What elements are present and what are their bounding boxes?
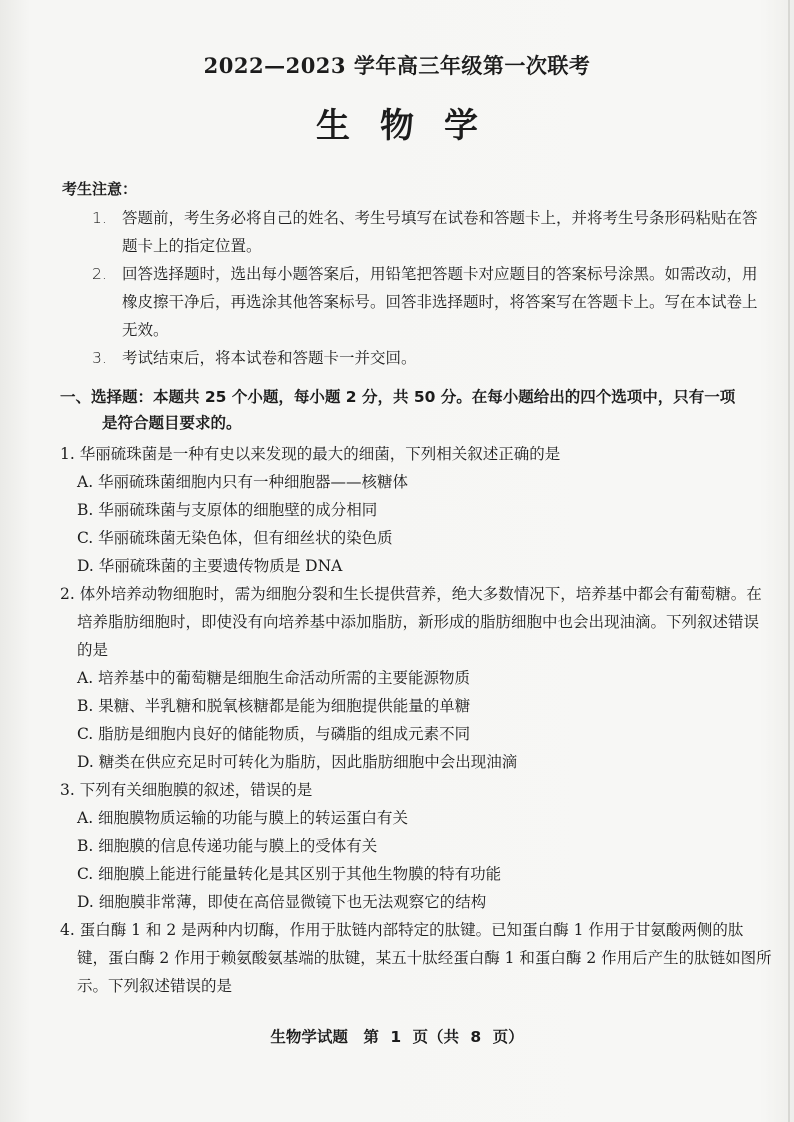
question-stem: 4. 蛋白酶 1 和 2 是两种内切酶，作用于肽链内部特定的肽键。已知蛋白酶 1 作用于甘氨酸两侧的肽键，蛋白酶 2 作用于赖氨酸氨基端的肽键，某五十肽经蛋白酶 1 和蛋白酶 2 作用后产生的肽链如图所示。下列叙述错误的是 [60,921,772,995]
notice-item-text: 答题前，考生务必将自己的姓名、考生号填写在试卷和答题卡上，并将考生号条形码粘贴在答题卡上的指定位置。 [122,209,758,255]
notice-title: 考生注意： [62,180,138,198]
question-option: C. 脂肪是细胞内良好的储能物质，与磷脂的组成元素不同 [77,725,471,743]
page-footer: 生物学试题 第 1 页（共 8 页） [270,1028,524,1046]
notice-item-text: 考试结束后，将本试卷和答题卡一并交回。 [122,349,417,367]
question-1 [60,440,772,580]
question-option: A. 培养基中的葡萄糖是细胞生命活动所需的主要能源物质 [77,669,471,687]
question-option: B. 华丽硫珠菌与支原体的细胞壁的成分相同 [77,501,378,519]
question-option: B. 细胞膜的信息传递功能与膜上的受体有关 [77,837,378,855]
question-stem: 1. 华丽硫珠菌是一种有史以来发现的最大的细菌，下列相关叙述正确的是 [60,445,561,463]
section-heading-line2: 是符合题目要求的。 [102,414,242,432]
question-option: A. 华丽硫珠菌细胞内只有一种细胞器——核糖体 [77,473,409,491]
question-stem: 2. 体外培养动物细胞时，需为细胞分裂和生长提供营养，绝大多数情况下，培养基中都会有葡萄糖。在培养脂肪细胞时，即使没有向培养基中添加脂肪，新形成的脂肪细胞中也会出现油滴。下列叙述错误的是 [60,585,762,659]
question-2 [60,580,772,776]
question-3 [60,776,772,916]
question-option: A. 细胞膜物质运输的功能与膜上的转运蛋白有关 [77,809,409,827]
notice-item-number: 3. [92,349,107,367]
notice-item-number: 2. [92,265,107,283]
section-heading-line1: 一、选择题：本题共 25 个小题，每小题 2 分，共 50 分。在每小题给出的四个选项中，只有一项 [60,388,736,406]
question-list [60,440,772,1000]
question-option: D. 华丽硫珠菌的主要遗传物质是 DNA [77,557,343,575]
notice-list [92,204,764,372]
question-option: C. 细胞膜上能进行能量转化是其区别于其他生物膜的特有功能 [77,865,502,883]
section-heading [60,384,770,436]
question-option: D. 糖类在供应充足时可转化为脂肪，因此脂肪细胞中会出现油滴 [77,753,518,771]
exam-title: 2022—2023 学年高三年级第一次联考 [203,53,591,78]
question-stem: 3. 下列有关细胞膜的叙述，错误的是 [60,781,313,799]
notice-item [92,260,764,344]
notice-item-text: 回答选择题时，选出每小题答案后，用铅笔把答题卡对应题目的答案标号涂黑。如需改动，用橡皮擦干净后，再选涂其他答案标号。回答非选择题时，将答案写在答题卡上。写在本试卷上无效。 [122,265,758,339]
question-4 [60,916,772,1000]
question-option: D. 细胞膜非常薄，即使在高倍显微镜下也无法观察它的结构 [77,893,487,911]
subject-title: 生物学 [316,106,508,146]
scan-edge [788,0,790,1122]
notice-item [92,204,764,260]
notice-item [92,344,764,372]
notice-item-number: 1. [92,209,107,227]
question-option: C. 华丽硫珠菌无染色体，但有细丝状的染色质 [77,529,393,547]
question-option: B. 果糖、半乳糖和脱氧核糖都是能为细胞提供能量的单糖 [77,697,471,715]
